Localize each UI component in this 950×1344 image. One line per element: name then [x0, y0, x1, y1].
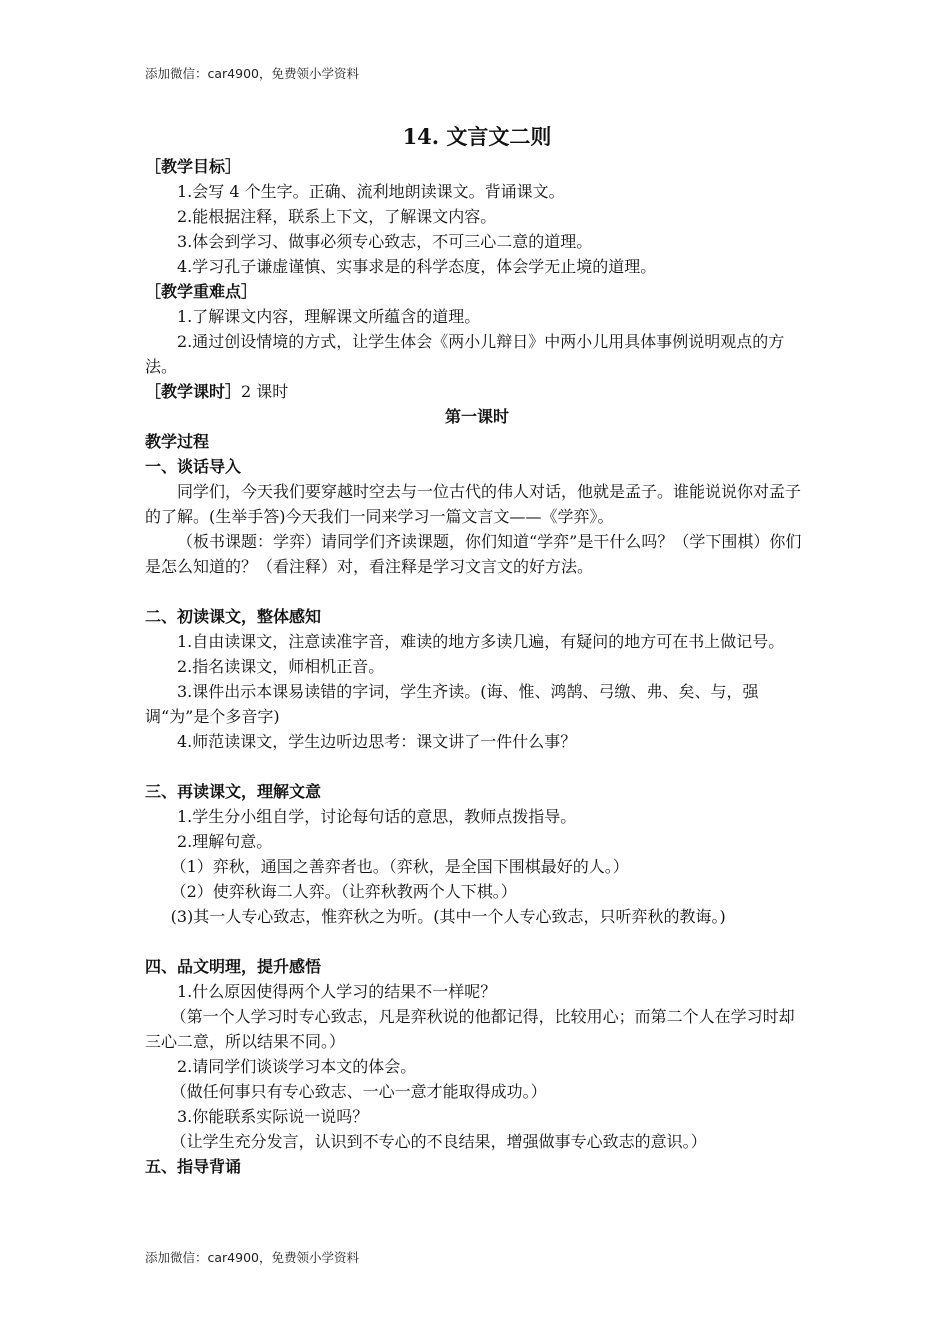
objective-item: 2.能根据注释，联系上下文，了解课文内容。: [177, 207, 497, 226]
lesson-title: 第一课时: [444, 407, 509, 426]
hours-value: 2 课时: [241, 382, 289, 401]
section-paragraph: 1.学生分小组自学，讨论每句话的意思，教师点拨指导。: [177, 807, 577, 826]
section-paragraph: (3)其一人专心致志，惟弈秋之为听。(其中一个人专心致志，只听弈秋的教诲。): [170, 907, 726, 926]
section-heading: 一、谈话导入: [145, 457, 242, 476]
section-paragraph: 2.请同学们谈谈学习本文的体会。: [177, 1057, 417, 1076]
section-paragraph: （让学生充分发言，认识到不专心的不良结果，增强做事专心致志的意识。）: [170, 1132, 707, 1151]
section-heading: 二、初读课文，整体感知: [145, 607, 322, 626]
section-heading: 四、品文明理，提升感悟: [145, 957, 322, 976]
keypoint-item: 1.了解课文内容，理解课文所蕴含的道理。: [177, 307, 481, 326]
header-note: 添加微信：car4900，免费领小学资料: [145, 66, 359, 81]
section-paragraph: 2.理解句意。: [177, 832, 273, 851]
page-title: 14. 文言文二则: [402, 124, 552, 149]
section-paragraph: 3.课件出示本课易读错的字词，学生齐读。(诲、惟、鸿鹄、弓缴、弗、矣、与，强调“为”是个多音字): [145, 682, 759, 726]
section-paragraph: （第一个人学习时专心致志，凡是弈秋说的他都记得，比较用心；而第二个人在学习时却三心二意，所以结果不同。）: [145, 1007, 795, 1051]
section-paragraph: （2）使弈秋诲二人弈。（让弈秋教两个人下棋。）: [170, 882, 517, 901]
section-paragraph: 2.指名读课文，师相机正音。: [177, 657, 385, 676]
objectives-heading: ［教学目标］: [145, 157, 242, 176]
section-paragraph: 1.什么原因使得两个人学习的结果不一样呢？: [177, 982, 497, 1001]
objective-item: 4.学习孔子谦虚谨慎、实事求是的科学态度，体会学无止境的道理。: [177, 257, 657, 276]
keypoint-item: 2.通过创设情境的方式，让学生体会《两小儿辩日》中两小儿用具体事例说明观点的方法。: [145, 332, 785, 376]
section-paragraph: 3.你能联系实际说一说吗？: [177, 1107, 369, 1126]
section-paragraph: 1.自由读课文，注意读准字音，难读的地方多读几遍，有疑问的地方可在书上做记号。: [177, 632, 785, 651]
hours-heading: ［教学课时］: [145, 382, 242, 401]
section-paragraph: （做任何事只有专心致志、一心一意才能取得成功。）: [170, 1082, 547, 1101]
objective-item: 1.会写 4 个生字。正确、流利地朗读课文。背诵课文。: [177, 182, 565, 201]
footer-note: 添加微信：car4900，免费领小学资料: [145, 1250, 359, 1265]
section-paragraph: （板书课题：学弈）请同学们齐读课题，你们知道“学弈”是干什么吗？（学下围棋）你们是怎么知道的？（看注释）对，看注释是学习文言文的好方法。: [145, 532, 802, 576]
process-heading: 教学过程: [145, 432, 210, 451]
keypoints-heading: ［教学重难点］: [145, 282, 258, 301]
document-page: [145, 120, 809, 1179]
section-paragraph: （1）弈秋，通国之善弈者也。（弈秋，是全国下围棋最好的人。）: [170, 857, 629, 876]
section-paragraph: 4.师范读课文，学生边听边思考：课文讲了一件什么事？: [177, 732, 577, 751]
section-paragraph: 同学们，今天我们要穿越时空去与一位古代的伟人对话，他就是孟子。谁能说说你对孟子的了解。(生举手答)今天我们一同来学习一篇文言文——《学弈》。: [145, 482, 802, 526]
objective-item: 3.体会到学习、做事必须专心致志，不可三心二意的道理。: [177, 232, 593, 251]
hours-row: [145, 379, 809, 404]
section-heading: 五、指导背诵: [145, 1157, 242, 1176]
section-heading: 三、再读课文，理解文意: [145, 782, 322, 801]
